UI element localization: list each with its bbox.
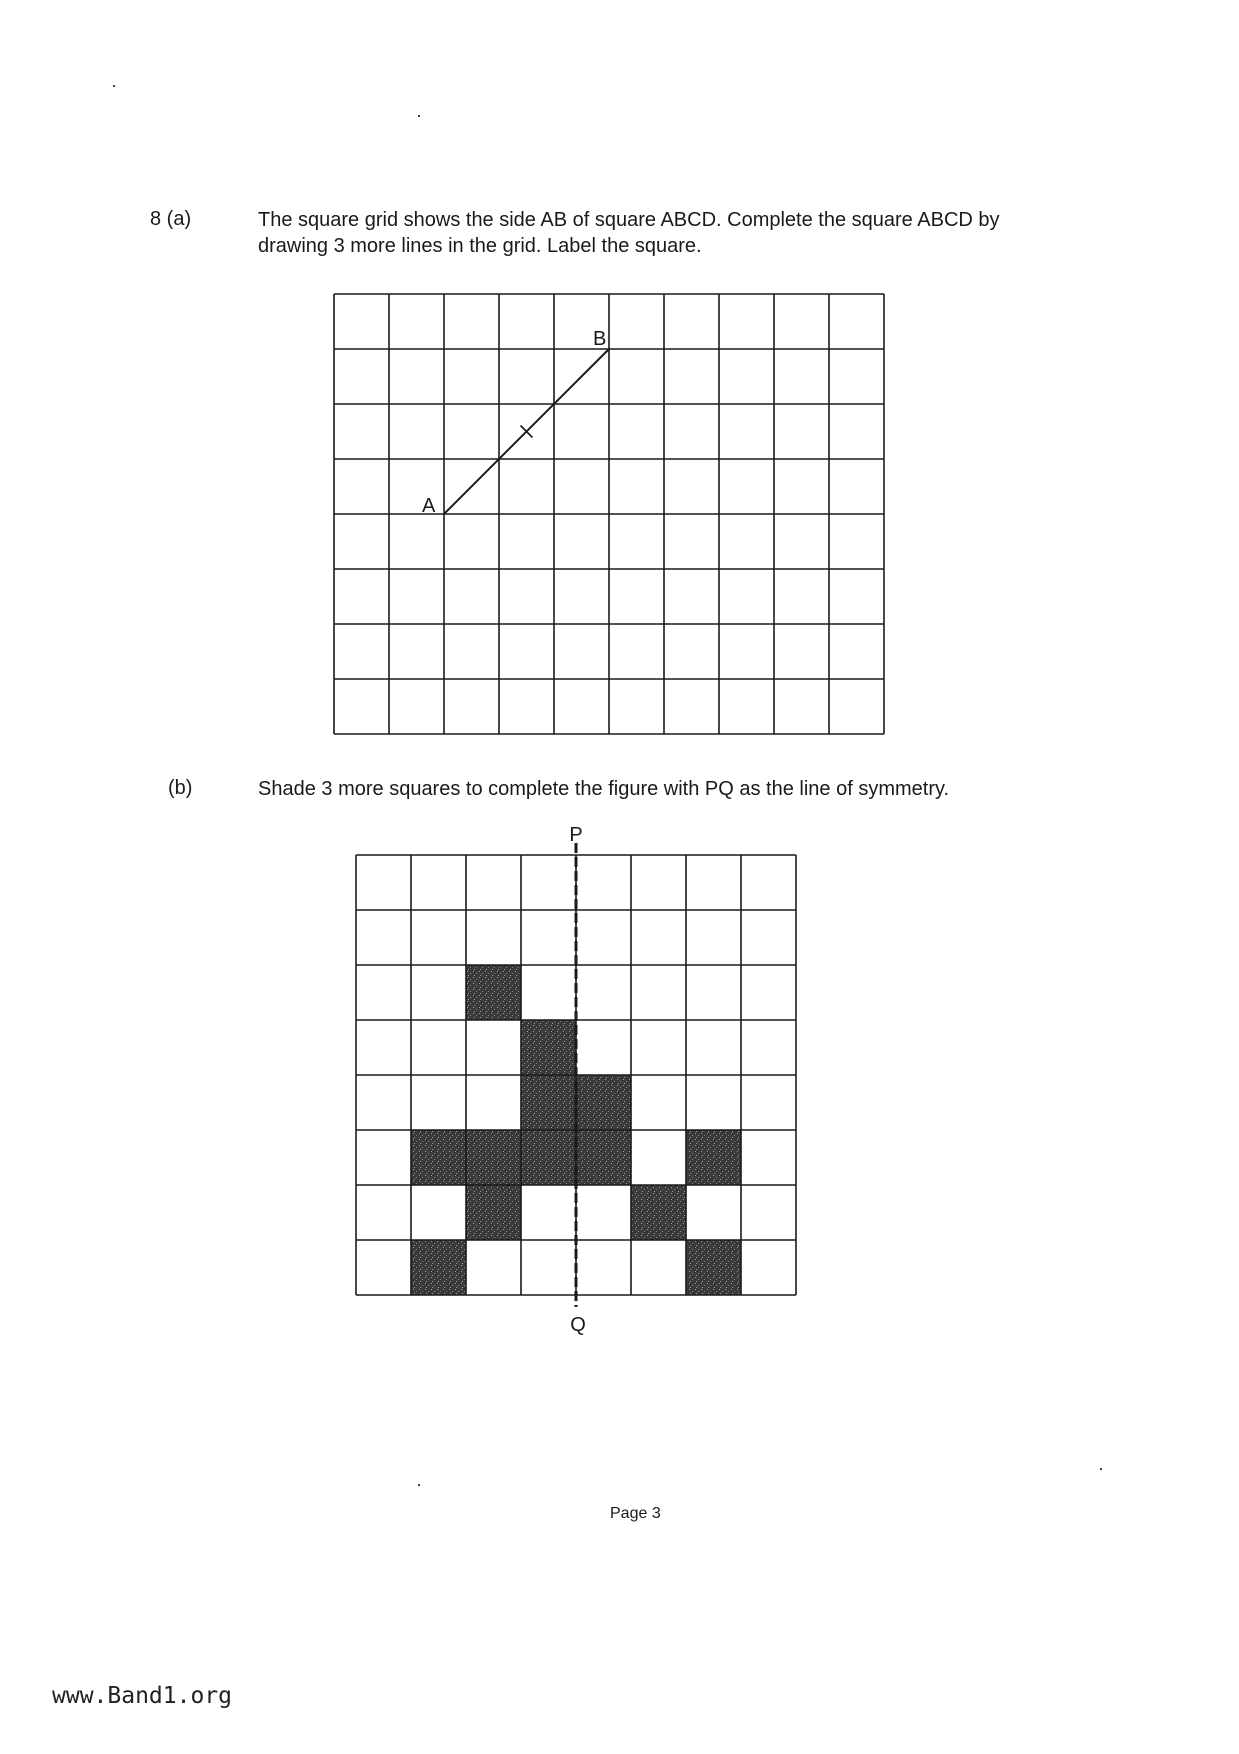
shaded-cell (411, 1240, 466, 1295)
point-a-label: A (422, 495, 436, 517)
point-p-label: P (569, 824, 583, 846)
shaded-cell (686, 1240, 741, 1295)
question-a-text-line-1: The square grid shows the side AB of square ABCD. Complete the square ABCD by (258, 209, 1000, 231)
scan-speck (1100, 1468, 1102, 1470)
scan-speck (418, 1484, 420, 1486)
question-a-text-line-2: drawing 3 more lines in the grid. Label the square. (258, 235, 702, 257)
shaded-cell (521, 1130, 576, 1185)
shaded-cell (631, 1185, 686, 1240)
scan-speck (113, 85, 115, 87)
question-b-number: (b) (168, 777, 193, 799)
shaded-cell (521, 1075, 576, 1130)
page-number: Page 3 (610, 1505, 661, 1522)
shaded-cell (686, 1130, 741, 1185)
point-b-label: B (593, 328, 607, 350)
question-b-text: Shade 3 more squares to complete the figure with PQ as the line of symmetry. (258, 778, 950, 800)
question-a-number: 8 (a) (150, 208, 192, 230)
scan-speck (418, 115, 420, 117)
grid-a-lines (334, 294, 884, 734)
shaded-cell (466, 965, 521, 1020)
shaded-cell (411, 1130, 466, 1185)
square-grid-a (330, 290, 890, 750)
shaded-cell (521, 1020, 576, 1075)
symmetry-grid-b (340, 820, 820, 1350)
shaded-cell (576, 1075, 631, 1130)
shaded-cell (466, 1130, 521, 1185)
shaded-cell (466, 1185, 521, 1240)
point-q-label: Q (570, 1314, 586, 1336)
site-watermark: www.Band1.org (52, 1683, 233, 1709)
shaded-cell (576, 1130, 631, 1185)
